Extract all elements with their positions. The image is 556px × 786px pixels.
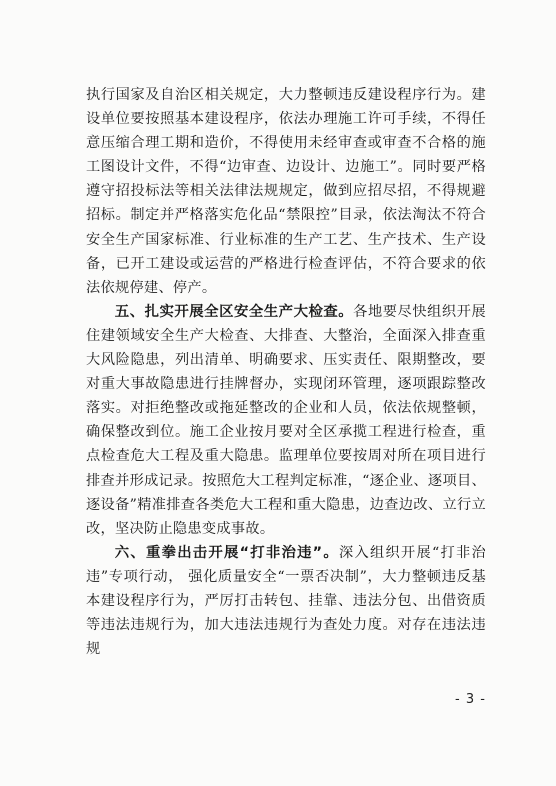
page-number: - 3 -	[455, 692, 486, 707]
document-body	[86, 83, 486, 661]
paragraph-section-six	[86, 541, 486, 661]
paragraph-text: 深入组织开展“打非治违”专项行动， 强化质量安全“一票否决制”，大力整顿违反基本建设程序行为，严厉打击转包、挂靠、违法分包、出借资质等违法违规行为，加大违法违规行为查处力度。对存在违法违规	[86, 544, 486, 658]
paragraph-text: 各地要尽快组织开展住建领域安全生产大检查、大排查、大整治，全面深入排查重大风险隐患，列出清单、明确要求、压实责任、限期整改，要对重大事故隐患进行挂牌督办，实现闭环管理，逐项跟踪整改落实。对拒绝整改或拖延整改的企业和人员，依法依规整顿，确保整改到位。施工企业按月要对全区承揽工程进行检查，重点检查危大工程及重大隐患。监理单位要按周对所在项目进行排查并形成记录。按照危大工程判定标准，“逐企业、逐项目、逐设备”精准排查各类危大工程和重大隐患，边查边改、立行立改，坚决防止隐患变成事故。	[86, 303, 486, 537]
paragraph-continuation	[86, 83, 486, 300]
section-heading-five: 五、扎实开展全区安全生产大检查。	[114, 303, 354, 320]
section-heading-six: 六、重拳出击开展“打非治违”。	[114, 544, 339, 561]
paragraph-section-five	[86, 300, 486, 541]
paragraph-text: 执行国家及自治区相关规定，大力整顿违反建设程序行为。建设单位要按照基本建设程序，依法办理施工许可手续，不得任意压缩合理工期和造价，不得使用未经审查或审查不合格的施工图设计文件，不得“边审查、边设计、边施工”。同时要严格遵守招投标法等相关法律法规规定，做到应招尽招，不得规避招标。制定并严格落实危化品“禁限控”目录，依法淘汰不符合安全生产国家标准、行业标准的生产工艺、生产技术、生产设备，已开工建设或运营的严格进行检查评估，不符合要求的依法依规停建、停产。	[86, 87, 486, 296]
